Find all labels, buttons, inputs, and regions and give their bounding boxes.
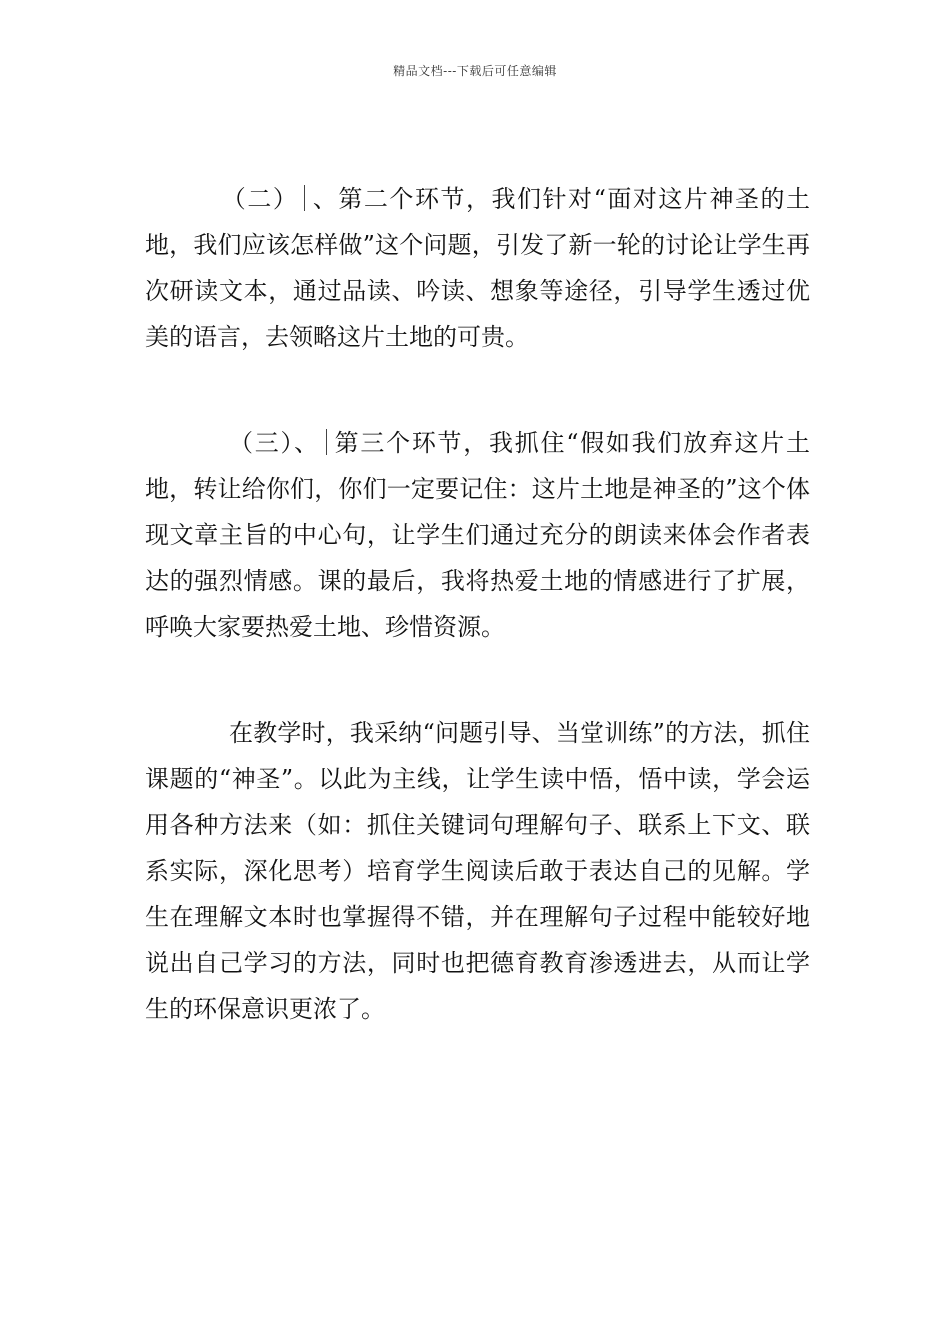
text-cursor-mark: [326, 429, 327, 455]
paragraph-text: 、第二个环节，我们针对“面对这片神圣的土地，我们应该怎样做”这个问题，引发了新一轮的讨论让学生再次研读文本，通过品读、吟读、想象等途径，引导学生透过优美的语言，去领略这片土地的可贵。: [145, 185, 810, 351]
paragraph-text: 在教学时，我采纳“问题引导、当堂训练”的方法，抓住课题的“神圣”。以此为主线，让学生读中悟，悟中读，学会运用各种方法来（如：抓住关键词句理解句子、联系上下文、联系实际，深化思考）培育学生阅读后敢于表达自己的见解。学生在理解文本时也掌握得不错，并在理解句子过程中能较好地说出自己学习的方法，同时也把德育教育渗透进去，从而让学生的环保意识更浓了。: [145, 719, 810, 1023]
text-cursor-mark: [304, 185, 305, 211]
paragraph-teaching-method: [145, 710, 810, 1032]
document-body: [145, 176, 810, 1032]
paragraph-third-step: [145, 420, 810, 650]
paragraph-text: 第三个环节，我抓住“假如我们放弃这片土地，转让给你们，你们一定要记住：这片土地是神圣的”这个体现文章主旨的中心句，让学生们通过充分的朗读来体会作者表达的强烈情感。课的最后，我将热爱土地的情感进行了扩展，呼唤大家要热爱土地、珍惜资源。: [145, 429, 811, 641]
paragraph-prefix: （三）、: [229, 429, 320, 457]
page-header: 精品文档---下载后可任意编辑: [393, 64, 557, 78]
paragraph-prefix: （二）: [221, 185, 299, 213]
paragraph-second-step: [145, 176, 810, 360]
